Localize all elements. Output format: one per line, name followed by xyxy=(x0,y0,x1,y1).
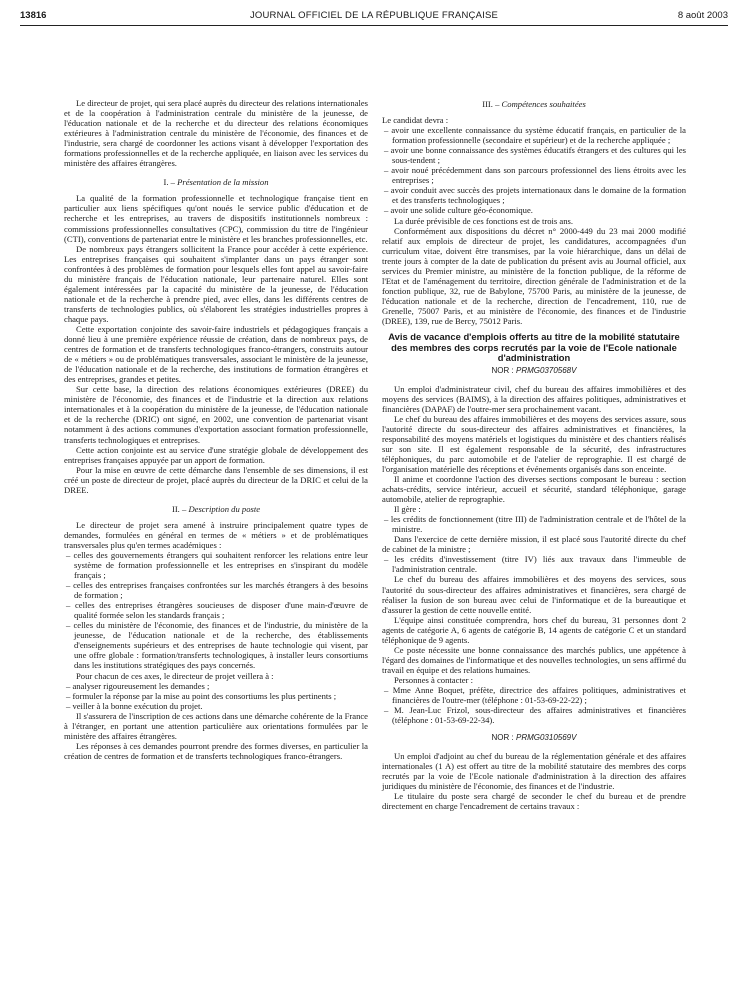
paragraph: Un emploi d'administrateur civil, chef du bureau des affaires immobilières et des moyens des services (BAIMS), à la direction des affaires politiques, administratives et financières (DAPAF) de l'outre-mer sera prochainement vacant. xyxy=(382,383,686,414)
paragraph: Le chef du bureau des affaires immobilières et des moyens des services assure, sous l'autorité directe du sous-directeur des affaires administratives et financières, la responsabilité des moyens matériels et logistiques du ministère et des chantiers réalisés sur son site. Il est également responsable de la sécurité, des infrastructures téléphoniques, du parc automobile et de l'atelier de reprographie. Il est chargé de l'organisation matérielle des réceptions et événements organisés dans son enceinte. xyxy=(382,413,686,474)
list-item: – les crédits d'investissement (titre IV) liés aux travaux dans l'immeuble de l'administration centrale. xyxy=(384,554,686,575)
list-item: – avoir une bonne connaissance des systèmes éducatifs étrangers et des cultures qui les sous-tendent ; xyxy=(384,145,686,166)
paragraph: Le titulaire du poste sera chargé de seconder le chef du bureau et de prendre directement en charge l'encadrement de certains travaux : xyxy=(382,791,686,812)
paragraph: Il s'assurera de l'inscription de ces actions dans une démarche cohérente de la France à l'étranger, en portant une attention particulière aux orientations formulées par le ministère des affaires étrangères. xyxy=(64,710,368,741)
list-item: – celles des gouvernements étrangers qui souhaitent renforcer les relations entre leur système de formation professionnelle et les entreprises en s'inspirant du modèle français ; xyxy=(66,549,368,581)
right-column xyxy=(382,99,686,812)
paragraph: Cette exportation conjointe des savoir-faire industriels et pédagogiques français a donné lieu à une première expérience réussie de création, dans de nombreux pays, de centres de formation et de transferts technologiques franco-étrangers, construits autour de « métiers » ou de problématiques transversales, associant le ministère de la jeunesse, de l'éducation nationale et de la recherche, des institutions de formation étrangères et des entreprises, grandes et petites. xyxy=(64,323,368,385)
paragraph: Conformément aux dispositions du décret n° 2000-449 du 23 mai 2000 modifié relatif aux emplois de directeur de projet, les candidatures, accompagnées d'un curriculum vitae, doivent être transmises, par la voie hiérarchique, dans un délai de trente jours à compter de la date de publication du présent avis au Journal officiel, aux services du Premier ministre, au ministère de la fonction publique, de la réforme de l'Etat et de l'aménagement du territoire, direction générale de l'administration et de la fonction publique, 32, rue de Babylone, 75700 Paris, au ministère de la jeunesse, de l'éducation nationale et de la recherche, direction de l'encadrement, 110, rue de Grenelle, 75007 Paris, et au ministère de l'économie, des finances et de l'industrie (DREE), 139, rue de Bercy, 75012 Paris. xyxy=(382,225,686,326)
notice-title: Avis de vacance d'emplois offerts au titre de la mobilité statutaire des membres des corps recrutés par la voie de l'Ecole nationale d'administration xyxy=(388,331,680,364)
list-item: – avoir une solide culture géo-économique. xyxy=(384,205,533,216)
paragraph: Les réponses à ces demandes pourront prendre des formes diverses, en particulier la création de centres de formation et de transferts technologiques franco-étrangers. xyxy=(64,740,368,761)
left-column xyxy=(64,98,368,761)
list-item: – M. Jean-Luc Frizol, sous-directeur des affaires administratives et financières (téléphone : 01-53-69-22-34). xyxy=(384,705,686,726)
publication-date: 8 août 2003 xyxy=(677,10,728,21)
paragraph: L'équipe ainsi constituée comprendra, hors chef du bureau, 31 personnes dont 2 agents de catégorie A, 6 agents de catégorie B, 14 agents de catégorie C et un standard téléphonique de 9 agents. xyxy=(382,614,686,645)
intro-paragraph: Le directeur de projet, qui sera placé auprès du directeur des relations internationales et de la coopération à l'administration centrale du ministère de la jeunesse, de l'éducation nationale et de la recherche et du directeur des relations économiques extérieures à l'administration centrale du ministère de l'économie, des finances et de l'industrie, sera chargé de coordonner les actions visant à développer l'exportation des formations professionnelles et de la recherche appliquée, en liaison avec les services du ministère des affaires étrangères. xyxy=(64,98,368,169)
paragraph: Dans l'exercice de cette dernière mission, il est placé sous l'autorité directe du chef de cabinet de la ministre ; xyxy=(382,534,686,555)
page-number: 13816 xyxy=(20,10,47,21)
paragraph: Il anime et coordonne l'action des diverses sections composant le bureau : section achats-crédits, service intérieur, accueil et sécurité, standard téléphonique, garage automobile, atelier de reprographie. xyxy=(382,474,686,505)
paragraph: Un emploi d'adjoint au chef du bureau de la réglementation générale et des affaires internationales (1 A) est offert au titre de la mobilité statutaire des membres des corps recrutés par la voie de l'Ecole nationale d'administration à la direction des affaires juridiques du ministère de l'économie, des finances et de l'industrie. xyxy=(382,751,686,792)
list-item: – celles des entreprises étrangères soucieuses de disposer d'une main-d'œuvre de qualité formée selon les standards français ; xyxy=(66,600,368,621)
paragraph: De nombreux pays étrangers sollicitent la France pour accéder à cette expérience. Les entreprises françaises qui souhaitent s'implanter dans un pays étranger sont confrontées à des problèmes de formation pour lesquels elles font appel au savoir-faire du ministère français de l'éducation nationale, leur partenaire naturel. Elles sont également intéressées par la capacité du ministère de la jeunesse, de l'éducation nationale et de la recherche à prendre pied, avec elles, dans les différents centres de transferts de technologies publics, où s'élaborent les stratégies industrielles propres à chaque pays. xyxy=(64,243,368,324)
list-item: – avoir conduit avec succès des projets internationaux dans le domaine de la formation et des transferts technologiques ; xyxy=(384,185,686,206)
section-heading-competences: III. – Compétences souhaitées xyxy=(482,99,586,109)
list-item: – Mme Anne Boquet, préfète, directrice des affaires politiques, administratives et financières de l'outre-mer (téléphone : 01-53-69-22-22) ; xyxy=(384,684,686,706)
paragraph: Le candidat devra : xyxy=(382,115,449,126)
list-item: – avoir noué précédemment dans son parcours professionnel des liens étroits avec les entreprises ; xyxy=(384,165,686,186)
list-item: – analyser rigoureusement les demandes ; xyxy=(66,680,210,691)
paragraph: La durée prévisible de ces fonctions est de trois ans. xyxy=(394,215,573,226)
list-item: – veiller à la bonne exécution du projet. xyxy=(66,700,203,711)
paragraph: Le chef du bureau des affaires immobilières et des moyens des services, sous l'autorité du sous-directeur des affaires administratives et financières, sera chargé de réaliser la fusion de son bureau avec celui de l'informatique et de la bureautique et d'assurer la gestion de cette nouvelle entité. xyxy=(382,574,686,615)
header-rule xyxy=(20,25,728,26)
list-item: – celles du ministère de l'économie, des finances et de l'industrie, du ministère de la jeunesse, de l'éducation nationale et de la recherche, des établissements d'enseignements supérieurs et des entreprises de haute technologie qui visent, par une offre globale : formation/transferts technologiques, à installer leurs consortiums dans les institutions stratégiques des pays concernés. xyxy=(66,620,368,671)
list-item: – formuler la réponse par la mise au point des consortiums les plus pertinents ; xyxy=(66,690,337,701)
paragraph: Sur cette base, la direction des relations économiques extérieures (DREE) du ministère de l'économie, des finances et de l'industrie et la direction aux relations internationales et à la coopération du ministère de la jeunesse, de l'éducation nationale et de la recherche (DRIC) ont signé, en 2002, une convention de partenariat visant notamment à des actions communes d'exportation associant formation professionnelle, transferts technologiques et entreprises. xyxy=(64,384,368,445)
paragraph: Pour la mise en œuvre de cette démarche dans l'ensemble de ses dimensions, il est créé un poste de directeur de projet, placé auprès du directeur de la DRIC et celui de la DREE. xyxy=(64,464,368,495)
section-heading-presentation: I. – Présentation de la mission xyxy=(163,177,269,188)
paragraph: Il gère : xyxy=(394,504,421,515)
journal-title: JOURNAL OFFICIEL DE LA RÉPUBLIQUE FRANÇAISE xyxy=(249,10,499,21)
list-item: – avoir une excellente connaissance du système éducatif français, en particulier de la formation professionnelle (secondaire et supérieur) et de la recherche appliquée ; xyxy=(384,125,686,146)
paragraph: La qualité de la formation professionnelle et technologique française tient en particulier aux liens spécifiques qu'ont noués le service public d'éducation et de recherche et les entreprises, au travers de dispositifs institutionnels nombreux : commissions professionnelles consultatives (CPC), commission du titre de l'ingénieur (CTI), conventions de partenariat entre le ministère et les branches professionnelles, etc. xyxy=(64,193,368,244)
paragraph: Personnes à contacter : xyxy=(394,674,473,685)
list-item: – les crédits de fonctionnement (titre III) de l'administration centrale et de l'hôtel de la ministre. xyxy=(384,514,686,535)
nor-reference: NOR : PRMG0310569V xyxy=(491,733,577,743)
paragraph: Ce poste nécessite une bonne connaissance des marchés publics, une appétence à l'égard des domaines de l'informatique et des nouvelles technologies, un sens affirmé du travail en équipe et des relations humaines. xyxy=(382,644,686,675)
nor-reference: NOR : PRMG0370568V xyxy=(491,365,577,375)
list-item: – celles des entreprises françaises confrontées sur les marchés étrangers à des besoins de formation ; xyxy=(66,580,368,601)
section-heading-description: II. – Description du poste xyxy=(171,503,261,514)
page-header xyxy=(20,10,728,24)
paragraph: Le directeur de projet sera amené à instruire principalement quatre types de demandes, formulées en général en termes de « métiers » et de problématiques transversales plus qu'en termes académiques : xyxy=(64,519,368,550)
paragraph: Pour chacun de ces axes, le directeur de projet veillera à : xyxy=(76,670,274,681)
paragraph: Cette action conjointe est au service d'une stratégie globale de développement des entreprises françaises appuyée par un apport de formation. xyxy=(64,444,368,465)
